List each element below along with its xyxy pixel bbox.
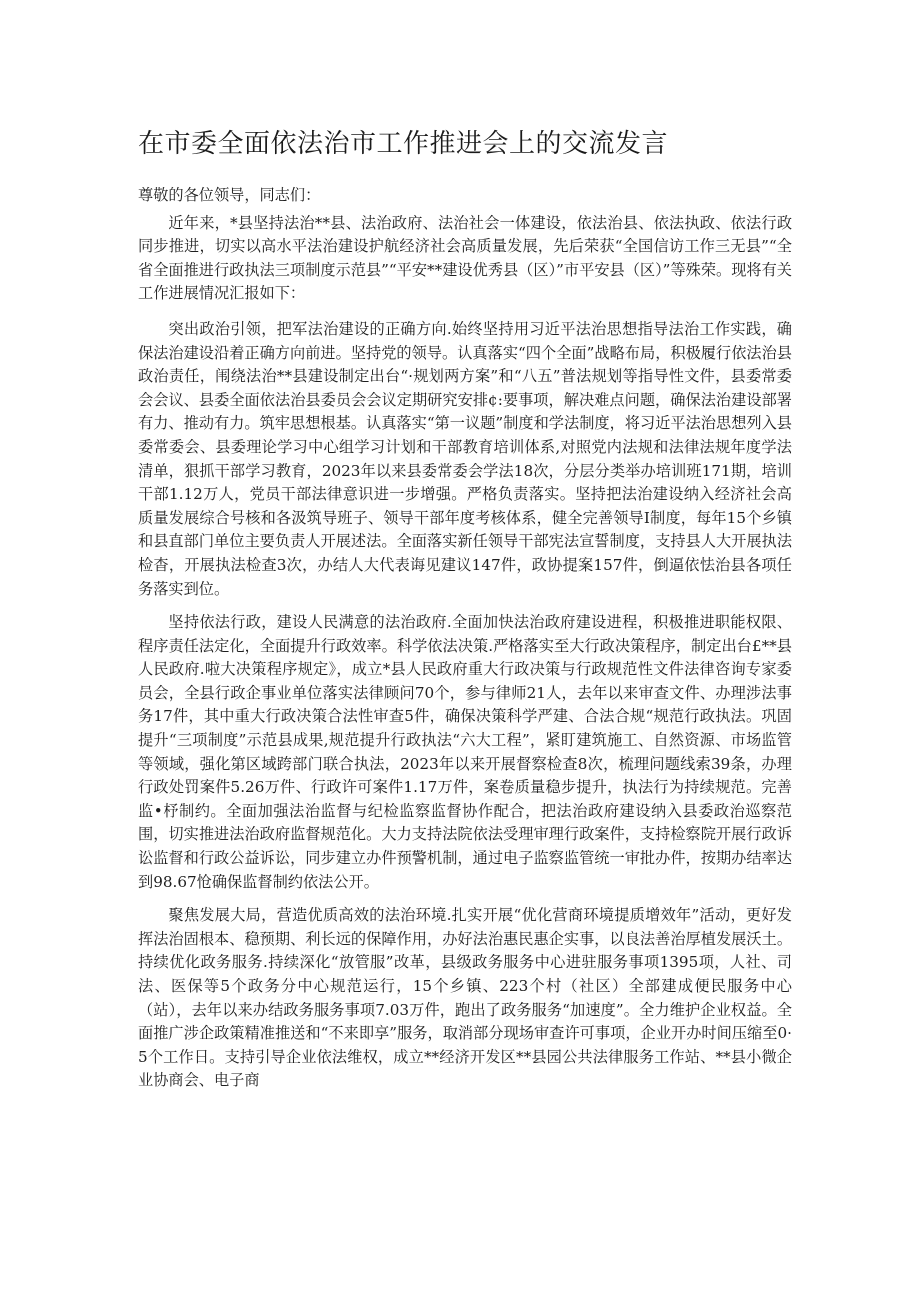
paragraph-intro: 近年来，*县坚持法治**县、法治政府、法治社会一体建设，依法治县、依法执政、依法行政同步推进，切实以高水平法治建设护航经济社会高质量发展，先后荣获“全国信访工作三无县”“全省全面推进行政执法三项制度示范县”“平安**建设优秀县（区）”市平安县（区）”等殊荣。现将有关工作进展情况汇报如下： (138, 213, 792, 303)
document-body (138, 184, 792, 1103)
salutation: 尊敬的各位领导，同志们： (138, 186, 321, 204)
paragraph-political-leadership: 突出政治引领，把军法治建设的正确方向.始终坚持用习近平法治思想指导法治工作实践，确保法治建设沿着正确方向前进。坚持党的领导。认真落实“四个全面”战略布局，积极履行依法治县政治责任，闱绕法治**县建设制定出台“·规划两方案”和“八五”普法规划等指导性文件，县委常委会会议、县委全面依法治县委员会会议定期研究安排¢:要事项，解决难点问题，确保法治建设部署有力、推动有力。筑牢思想根基。认真落实“第一议题”制度和学法制度，将习近平法治思想列入县委常委会、县委理论学习中心组学习计划和干部教育培训体系,对照党内法规和法律法规年度学法清单，狠抓干部学习教育，2023年以来县委常委会学法18次，分层分类举办培训班171期，培训干部1.12万人，党员干部法律意识进一步增强。严格负责落实。坚持把法治建设纳入经济社会高质量发展综合号核和各汲筑导班子、领导干部年度考核体系，健全完善领导Ⅰ制度，每年15个乡镇和县直部门单位主要负责人开展述法。全面落实新任领导干部宪法宣誓制度，支持县人大开展执法检杳，开展执法检查3次，办结人大代表诲见建议147件，政协提案157件，倒逼依怯治县各项任务落实到位。 (138, 319, 792, 598)
paragraph-law-based-administration: 坚持依法行政，建设人民满意的法治政府.全面加快法治政府建设进程，积极推进职能权限、程序责任法定化，全面提升行政效率。科学依法决策.严格落实至大行政决策程序，制定出台£**县人民政府.啦大决策程序规定》，成立*县人民政府重大行政决策与行政规范性文件法律咨询专家委员会，全县行政企事业单位落实法律顾问70个，参与律师21人，去年以来审查文件、办理涉法事务17件，其中重大行政决策合法性审查5件，确保决策科学严建、合法合规“规范行政执法。巩固提升“三项制度”示范县成果,规范提升行政执法“六大工程”，紧盯建筑施工、自然资源、市场监管等领域，强化第区域跨部门联合执法，2023年以来开展督察检查8次，梳理问题线索39条，办理行政处罚案件5.26万件、行政许可案件1.17万件，案卷质量稳步提升，执法行为持续规范。完善监•杼制约。全面加强法治监督与纪检监察监督协作配合，把法治政府建设纳入县委政治巡察范围，切实推进法治政府监督规范化。大力支持法院依法受理审理行政案件，支持检察院开展行政诉讼监督和行政公益诉讼，同步建立办件预警机制，通过电子监察监管统一审批办件，按期办结率达到98.67怆确保监督制约依法公开。 (138, 613, 792, 891)
document-title: 在市委全面依法治市工作推进会上的交流发言 (138, 129, 669, 159)
paragraph-development-environment: 聚焦发展大局，营造优质高效的法治环境.扎实开展“优化营商环境提质增效年”活动，更好发挥法治固根本、稳预期、利长远的保障作用，办好法治惠民惠企实事，以良法善治厚植发展沃土。持续优化政务服务.持续深化“放管服”改革，县级政务服务中心进驻服务事项1395项，人社、司法、医保等5个政务分中心规范运行，15个乡镇、223个村（社区）全部建成便民服务中心（站），去年以来办结政务服务事项7.03万件，跑出了政务服务“加速度”。全力维护企业权益。全面推广涉企政策精准推送和“不来即享”服务，取消部分现场审查许可事项，企业开办时间压缩至0·5个工作日。支持引导企业依法维权，成立**经济开发区**县园公共法律服务工作站、**县小微企业协商会、电子商 (138, 906, 792, 1090)
